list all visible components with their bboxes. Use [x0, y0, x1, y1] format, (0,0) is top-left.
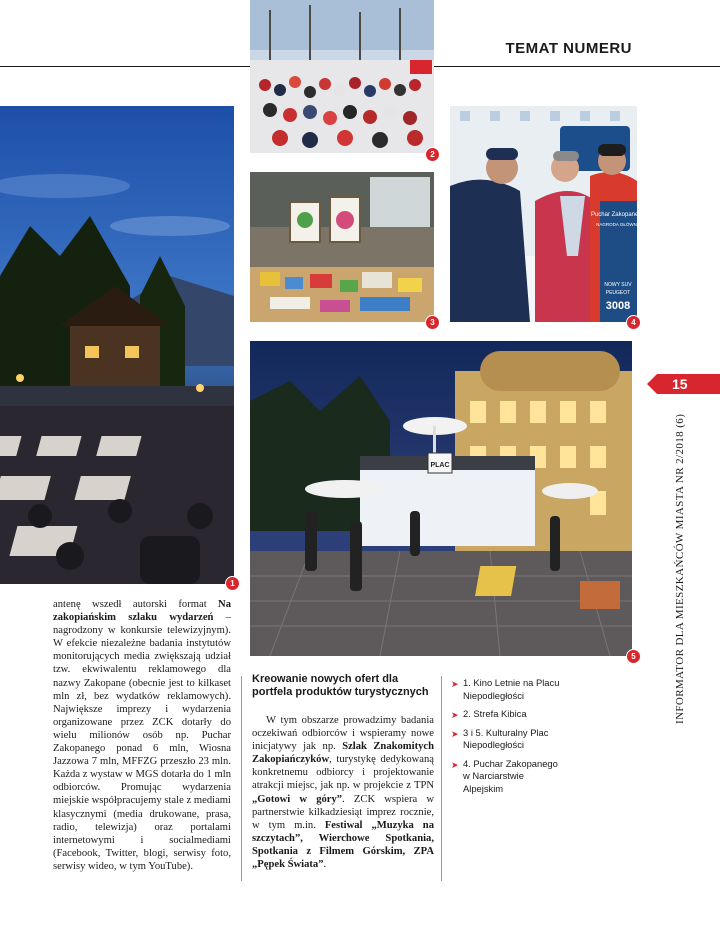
publication-side-text: INFORMATOR DLA MIESZKAŃCÓW MIASTA NR 2/2018 (6): [674, 413, 686, 724]
caption-text: 4. Puchar Zakopanego w Narciarstwie Alpejskim: [463, 757, 558, 794]
col2-bold-1: Szlak Znakomitych Zakopiańczyków: [252, 741, 434, 766]
column-divider-1: [241, 676, 242, 881]
photo-ski-cup-winners: [450, 106, 646, 322]
col2-bold-3: Festiwal „Muzyka na szczytach”, Wierchowe Spotkania, Spotkania z Filmem Górskim, ZPA „Pępek Świata”: [252, 819, 434, 871]
caption-arrow-icon: ➤: [451, 728, 459, 739]
photo-badge-4: 4: [626, 315, 641, 330]
trophy-sign-subtitle: NAGRODA GŁÓWNA: [596, 222, 640, 227]
photo-badge-1: 1: [225, 576, 240, 591]
caption-item: [451, 727, 563, 752]
caption-arrow-icon: ➤: [451, 679, 459, 689]
body-column-1: [53, 598, 231, 873]
caption-item: [451, 677, 563, 702]
photo-badge-3: 3: [425, 315, 440, 330]
col2-text-5: . ZCK wspiera w partnerstwie kilkadziesiąt imprez rocznie, w tym m.in.: [252, 793, 434, 831]
col2-bold-2: „Gotowi w góry”: [252, 793, 343, 805]
col2-text-1: W tym obszarze prowadzimy badania oczekiwań odbiorców i wspieramy nowe inicjatywy jak np.: [252, 715, 434, 753]
body-column-2: [252, 714, 434, 871]
column-divider-2: [441, 676, 442, 881]
col2-text-3: , turystykę dedykowaną konkretnemu odbiorcy i projektowanie atrakcji miejsc, jak np. w projekcie z TPN: [252, 754, 434, 792]
trophy-sign-brand: Puchar Zakopanego: [590, 212, 646, 218]
photo-outdoor-cinema: [0, 106, 234, 584]
photo-fan-zone-crowd: [250, 0, 434, 153]
photo-art-workshop: [250, 172, 434, 322]
col1-bold-format: Na zakopiańskim szlaku wydarzeń: [53, 599, 231, 624]
caption-text: 2. Strefa Kibica: [463, 708, 527, 719]
car-ad-line1: NOWY SUV: [604, 282, 632, 288]
page-number-tab: [657, 374, 720, 394]
kiosk-sign: PLAC: [430, 462, 450, 469]
caption-item: [451, 708, 563, 721]
caption-text: 1. Kino Letnie na Placu Niepodległości: [463, 677, 560, 701]
caption-text: 3 i 5. Kulturalny Plac Niepodległości: [463, 726, 549, 750]
col1-text-a: antenę wszedł autorski format: [53, 599, 219, 610]
car-ad-line2: PEUGEOT: [605, 290, 631, 296]
photo-cultural-square-night: [250, 341, 632, 656]
caption-item: [451, 758, 563, 796]
photo-badge-2: 2: [425, 147, 440, 162]
section-title: TEMAT NUMERU: [505, 40, 632, 57]
col2-text-7: .: [323, 859, 327, 871]
caption-arrow-icon: ➤: [451, 759, 459, 770]
page-number: 15: [672, 376, 688, 392]
photo-captions: [451, 677, 563, 801]
col1-text-c: – nagrodzony w konkursie telewizyjnym). W efekcie niezależne badania instytutów monitorujących media zwiększają udział tzw. ekwiwalentu reklamowego dla nazwy Zakopane (obecnie jest to kilkaset mln zł, bez wydatków reklamowych). Największe imprezy i wydarzenia organizowane przez ZCK dotarły do wielu milionów osób np. Puchar Zakopanego ponad 6 mln, Wiosna Jazzowa 7 mln, MFFZG przeszło 23 mln. Każda z wystaw w MGS dotarła do 1 mln odbiorców. Promując wydarzenia miejskie współpracujemy stale z mediami klasycznymi (media drukowane, prasa, radio, telewizja) oraz portalami internetowymi i socialmediami (Facebook, Twitter, blogi, serwisy foto, serwisy wideo, w tym YouTube).: [53, 612, 231, 872]
col2-heading: Kreowanie nowych ofert dla portfela produktów turystycznych: [252, 673, 429, 698]
caption-arrow-icon: ➤: [451, 710, 459, 720]
photo-badge-5: 5: [626, 649, 641, 664]
car-ad-model: 3008: [605, 300, 631, 312]
